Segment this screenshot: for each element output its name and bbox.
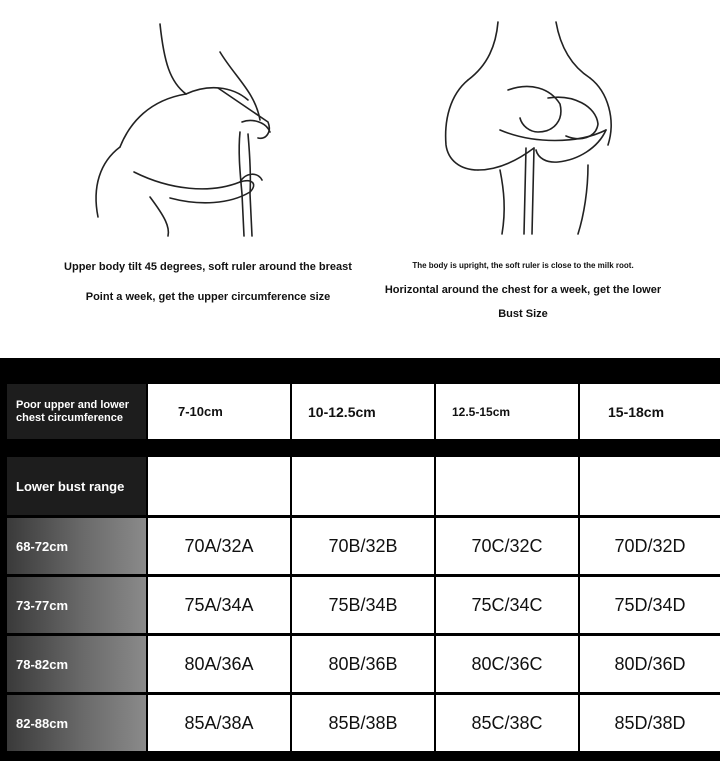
lower-bust-measurement-illustration (438, 20, 628, 235)
table-row (0, 577, 720, 633)
size-cell: 85B/38B (292, 695, 434, 751)
size-cell: 70D/32D (580, 518, 720, 574)
size-cell: 80D/36D (580, 636, 720, 692)
size-cell: 70B/32B (292, 518, 434, 574)
empty-cell (292, 457, 434, 515)
size-cell: 75C/34C (436, 577, 578, 633)
table-row (0, 695, 720, 751)
header-label-line1: Poor upper and lower (16, 398, 130, 411)
size-cell: 85D/38D (580, 695, 720, 751)
size-cell: 75A/34A (148, 577, 290, 633)
row-range-label: 68-72cm (7, 518, 146, 574)
size-cell: 75D/34D (580, 577, 720, 633)
row-range-label: 73-77cm (7, 577, 146, 633)
column-header: 7-10cm (148, 384, 290, 439)
lower-bust-range-row (0, 457, 720, 515)
size-chart-table (0, 358, 720, 761)
empty-cell (436, 457, 578, 515)
table-header-row (0, 384, 720, 439)
table-row (0, 518, 720, 574)
right-caption-line1: The body is upright, the soft ruler is close to the milk root. (412, 261, 634, 270)
left-caption-line2: Point a week, get the upper circumference size (85, 291, 331, 303)
right-caption-line3: Bust Size (498, 308, 548, 320)
size-cell: 70C/32C (436, 518, 578, 574)
size-cell: 85C/38C (436, 695, 578, 751)
header-label-line2: chest circumference (16, 411, 123, 424)
size-cell: 80A/36A (148, 636, 290, 692)
empty-cell (148, 457, 290, 515)
size-cell: 80B/36B (292, 636, 434, 692)
header-label-cell (7, 384, 146, 439)
empty-cell (580, 457, 720, 515)
column-header: 12.5-15cm (436, 384, 578, 439)
table-row (0, 636, 720, 692)
right-caption-line2: Horizontal around the chest for a week, get the lower (384, 284, 662, 296)
size-cell: 85A/38A (148, 695, 290, 751)
row-range-label: 78-82cm (7, 636, 146, 692)
lower-bust-range-label: Lower bust range (7, 457, 146, 515)
row-range-label: 82-88cm (7, 695, 146, 751)
size-cell: 80C/36C (436, 636, 578, 692)
column-header: 15-18cm (580, 384, 720, 439)
size-cell: 75B/34B (292, 577, 434, 633)
column-header: 10-12.5cm (292, 384, 434, 439)
left-caption-line1: Upper body tilt 45 degrees, soft ruler around the breast (64, 261, 352, 273)
upper-bust-measurement-illustration (90, 22, 300, 237)
instructions-section (0, 0, 720, 358)
size-cell: 70A/32A (148, 518, 290, 574)
